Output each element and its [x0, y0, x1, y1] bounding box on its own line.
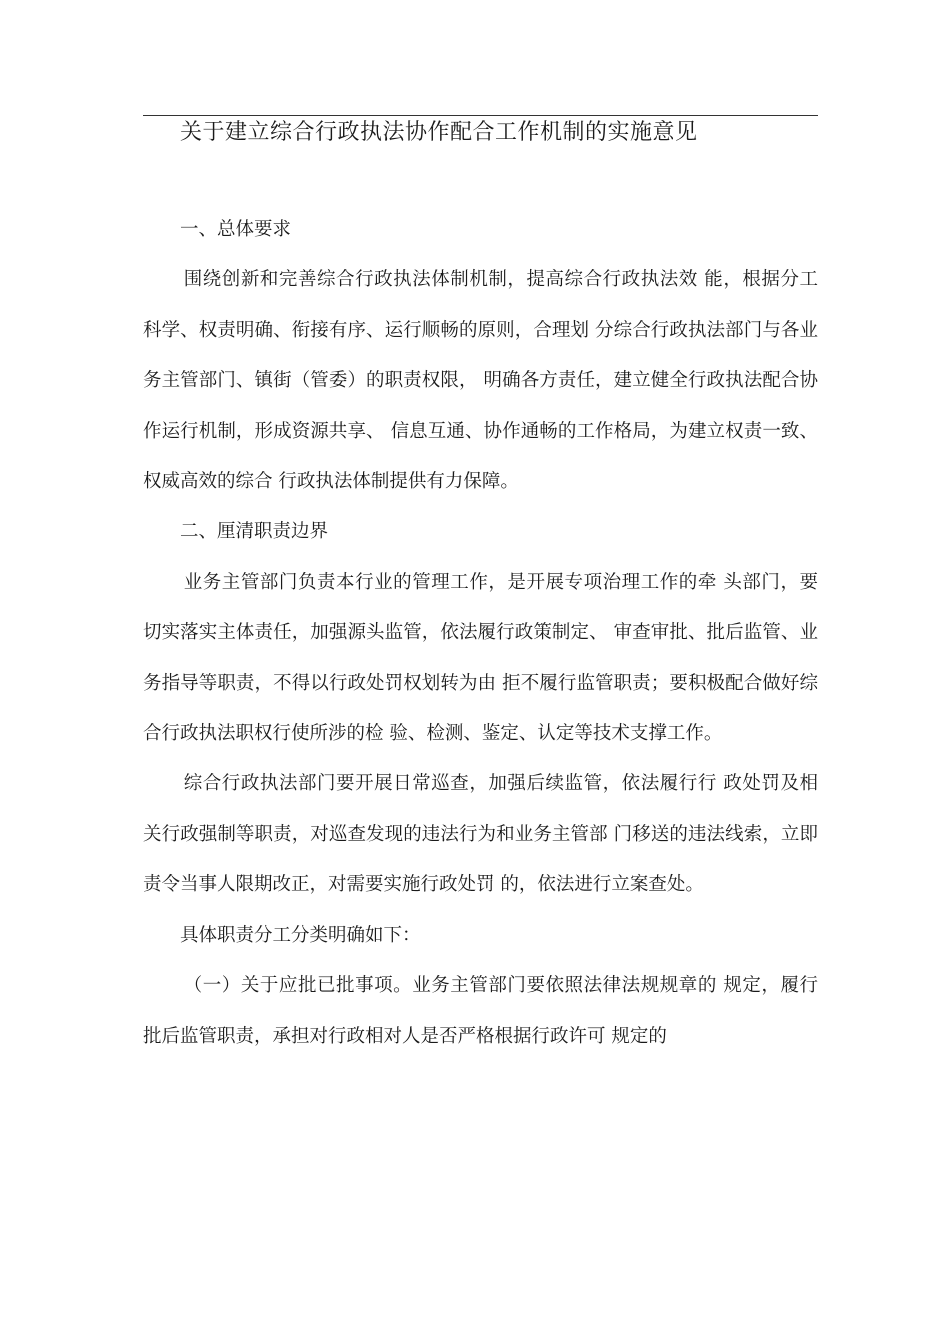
section-heading-general-requirements: 一、总体要求: [180, 219, 292, 240]
paragraph-business-departments: 业务主管部门负责本行业的管理工作，是开展专项治理工作的牵 头部门，要切实落实主体责任，加强源头监管，依法履行政策制定、 审查审批、批后监管、业务指导等职责，不得以行政处罚权划转为由 拒不履行监管职责；要积极配合做好综合行政执法职权行使所涉的检 验、检测、鉴定、认定等技术支撑工作。: [143, 571, 818, 745]
section-heading-responsibility-boundaries: 二、厘清职责边界: [180, 521, 329, 543]
intro-line: 具体职责分工分类明确如下：: [180, 924, 421, 946]
document-title: 关于建立综合行政执法协作配合工作机制的实施意见: [180, 120, 698, 145]
paragraph-general-requirements: 围绕创新和完善综合行政执法体制机制，提高综合行政执法效 能，根据分工科学、权责明确、衔接有序、运行顺畅的原则，合理划 分综合行政执法部门与各业务主管部门、镇街（管委）的职责权限， 明确各方责任，建立健全行政执法配合协作运行机制，形成资源共享、 信息互通、协作通畅的工作格局，为建立权责一致、权威高效的综合 行政执法体制提供有力保障。: [143, 269, 818, 493]
document-body: [143, 205, 818, 1062]
header-rule: [143, 115, 818, 116]
paragraph-enforcement-departments: 综合行政执法部门要开展日常巡查，加强后续监管，依法履行行 政处罚及相关行政强制等职责，对巡查发现的违法行为和业务主管部 门移送的违法线索，立即责令当事人限期改正，对需要实施行政处罚 的，依法进行立案查处。: [143, 773, 818, 896]
paragraph-item-1: （一）关于应批已批事项。业务主管部门要依照法律法规规章的 规定，履行批后监管职责，承担对行政相对人是否严格根据行政许可 规定的: [143, 975, 818, 1047]
